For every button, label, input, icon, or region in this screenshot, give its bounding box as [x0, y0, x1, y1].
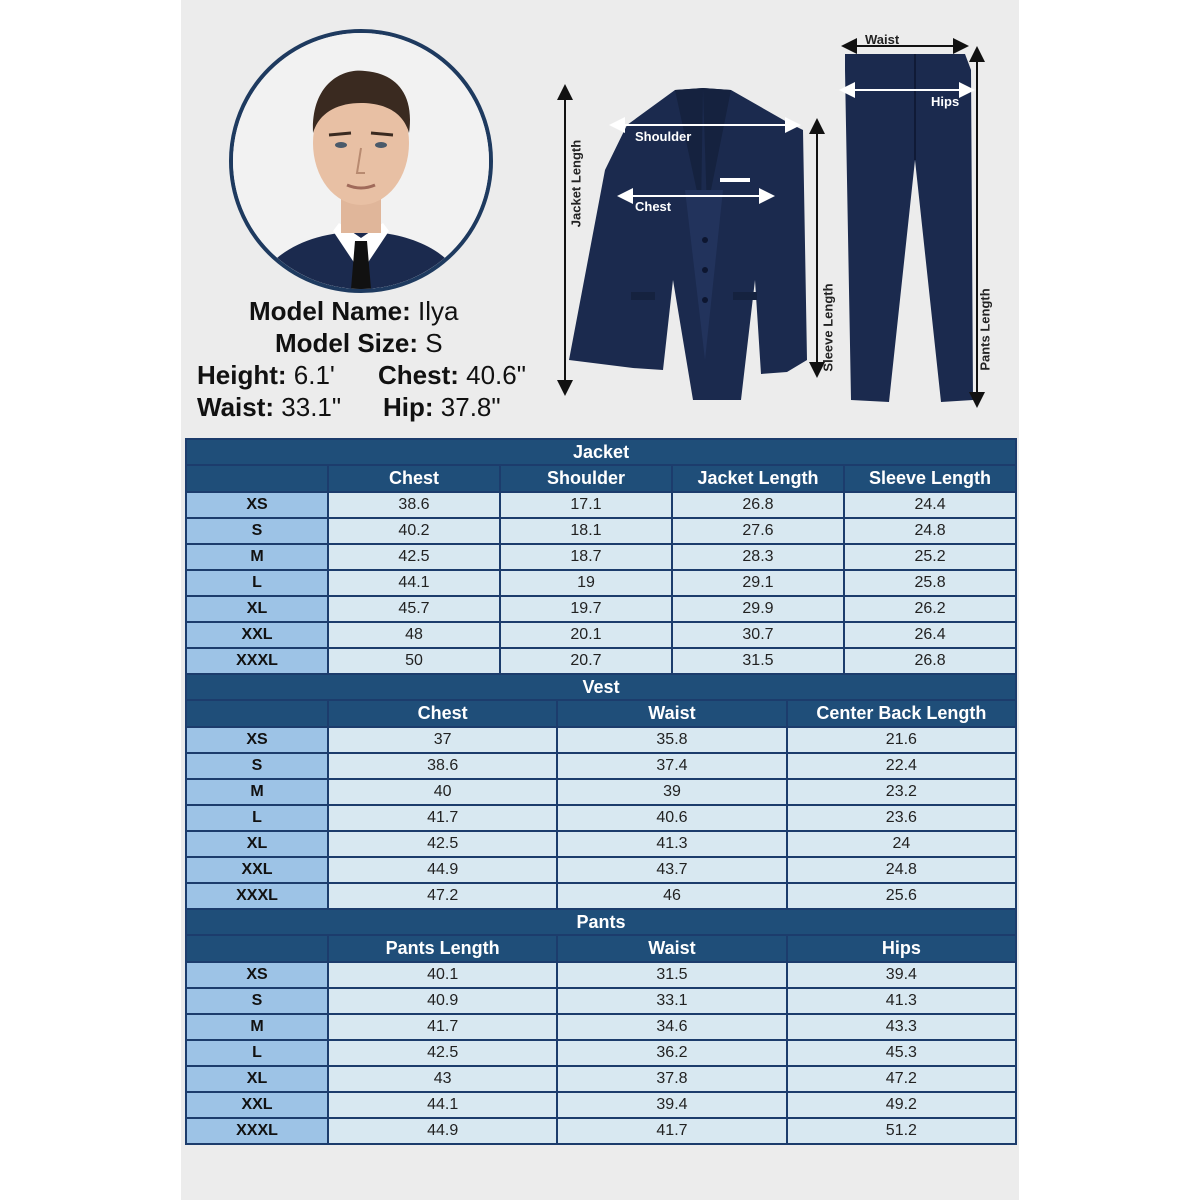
measurement-cell: 42.5	[328, 1040, 557, 1066]
size-cell: XXL	[186, 857, 328, 883]
measurement-cell: 30.7	[672, 622, 844, 648]
measurement-cell: 24.8	[787, 857, 1016, 883]
measurement-cell: 49.2	[787, 1092, 1016, 1118]
column-header: Chest	[328, 465, 500, 492]
column-header: Jacket Length	[672, 465, 844, 492]
measurement-cell: 17.1	[500, 492, 672, 518]
measurement-cell: 40	[328, 779, 557, 805]
table-column-header-row	[186, 935, 1016, 962]
column-header: Center Back Length	[787, 700, 1016, 727]
table-row	[186, 805, 1016, 831]
measurement-cell: 44.9	[328, 857, 557, 883]
measurement-cell: 25.6	[787, 883, 1016, 909]
size-cell: XS	[186, 727, 328, 753]
table-row	[186, 727, 1016, 753]
model-waist-line	[197, 392, 341, 423]
measurement-cell: 24.4	[844, 492, 1016, 518]
measurement-cell: 40.9	[328, 988, 557, 1014]
table-row	[186, 544, 1016, 570]
measurement-cell: 41.3	[787, 988, 1016, 1014]
size-cell: L	[186, 570, 328, 596]
size-cell: L	[186, 1040, 328, 1066]
table-row	[186, 831, 1016, 857]
size-cell: XL	[186, 831, 328, 857]
table-column-header-row	[186, 700, 1016, 727]
measurement-cell: 44.9	[328, 1118, 557, 1144]
model-hip-value: 37.8"	[440, 392, 501, 422]
column-header: Chest	[328, 700, 557, 727]
size-cell: S	[186, 988, 328, 1014]
model-info	[181, 296, 561, 426]
measurement-cell: 25.2	[844, 544, 1016, 570]
hips-diagram-label: Hips	[931, 94, 960, 109]
column-header: Sleeve Length	[844, 465, 1016, 492]
model-portrait	[229, 29, 493, 293]
model-waist-value: 33.1"	[281, 392, 342, 422]
measurement-cell: 44.1	[328, 570, 500, 596]
measurement-cell: 40.6	[557, 805, 786, 831]
table-row	[186, 1092, 1016, 1118]
measurement-cell: 50	[328, 648, 500, 674]
column-header: Pants Length	[328, 935, 557, 962]
size-column-header	[186, 465, 328, 492]
column-header: Waist	[557, 935, 786, 962]
column-header: Shoulder	[500, 465, 672, 492]
size-cell: M	[186, 544, 328, 570]
table-row	[186, 988, 1016, 1014]
measurement-cell: 45.3	[787, 1040, 1016, 1066]
measurement-cell: 43	[328, 1066, 557, 1092]
measurement-cell: 41.7	[328, 1014, 557, 1040]
size-cell: XL	[186, 1066, 328, 1092]
suit-illustration	[555, 30, 1005, 430]
pants-length-label: Pants Length	[977, 288, 993, 371]
model-height-line	[197, 360, 335, 391]
measurement-cell: 41.7	[328, 805, 557, 831]
size-cell: XS	[186, 962, 328, 988]
table-row	[186, 570, 1016, 596]
measurement-cell: 20.7	[500, 648, 672, 674]
model-height-value: 6.1'	[293, 360, 335, 390]
model-name-value: Ilya	[418, 296, 459, 326]
measurement-cell: 37	[328, 727, 557, 753]
measurement-cell: 26.4	[844, 622, 1016, 648]
column-header: Hips	[787, 935, 1016, 962]
size-column-header	[186, 935, 328, 962]
measurement-cell: 24.8	[844, 518, 1016, 544]
chest-diagram-label: Chest	[635, 199, 672, 214]
table-row	[186, 648, 1016, 674]
measurement-cell: 42.5	[328, 544, 500, 570]
size-cell: L	[186, 805, 328, 831]
table-row	[186, 962, 1016, 988]
measurement-cell: 23.6	[787, 805, 1016, 831]
model-chest-label: Chest:	[378, 360, 459, 390]
measurement-cell: 29.9	[672, 596, 844, 622]
table-row	[186, 883, 1016, 909]
jacket-length-label: Jacket Length	[568, 139, 584, 228]
measurement-cell: 42.5	[328, 831, 557, 857]
table-row	[186, 753, 1016, 779]
table-row	[186, 1118, 1016, 1144]
measurement-cell: 36.2	[557, 1040, 786, 1066]
table-section-header	[186, 674, 1016, 700]
model-hip-label: Hip:	[383, 392, 434, 422]
size-cell: XS	[186, 492, 328, 518]
measurement-cell: 43.3	[787, 1014, 1016, 1040]
measurement-cell: 39.4	[787, 962, 1016, 988]
measurement-cell: 34.6	[557, 1014, 786, 1040]
measurement-cell: 25.8	[844, 570, 1016, 596]
measurement-cell: 51.2	[787, 1118, 1016, 1144]
measurement-cell: 38.6	[328, 753, 557, 779]
table-row	[186, 857, 1016, 883]
model-height-label: Height:	[197, 360, 287, 390]
model-chest-value: 40.6"	[466, 360, 526, 390]
table-row	[186, 779, 1016, 805]
table-section-header	[186, 909, 1016, 935]
table-row	[186, 622, 1016, 648]
measurement-cell: 31.5	[557, 962, 786, 988]
measurement-cell: 26.8	[672, 492, 844, 518]
measurement-cell: 26.2	[844, 596, 1016, 622]
measurement-cell: 18.1	[500, 518, 672, 544]
model-size-line	[275, 328, 443, 359]
table-section-header	[186, 439, 1016, 465]
measurement-cell: 37.8	[557, 1066, 786, 1092]
measurement-cell: 41.3	[557, 831, 786, 857]
size-cell: M	[186, 1014, 328, 1040]
measurement-cell: 31.5	[672, 648, 844, 674]
measurement-cell: 47.2	[328, 883, 557, 909]
size-cell: XXXL	[186, 648, 328, 674]
measurement-cell: 45.7	[328, 596, 500, 622]
measurement-cell: 47.2	[787, 1066, 1016, 1092]
model-size-label: Model Size:	[275, 328, 419, 358]
measurement-cell: 43.7	[557, 857, 786, 883]
section-title: Pants	[186, 909, 1016, 935]
column-header: Waist	[557, 700, 786, 727]
measurement-cell: 35.8	[557, 727, 786, 753]
size-cell: M	[186, 779, 328, 805]
measurement-cell: 46	[557, 883, 786, 909]
size-tables	[185, 438, 1015, 1145]
model-waist-label: Waist:	[197, 392, 275, 422]
waist-diagram-label: Waist	[865, 32, 900, 47]
table-row	[186, 596, 1016, 622]
measurement-cell: 37.4	[557, 753, 786, 779]
measurement-cell: 38.6	[328, 492, 500, 518]
table-row	[186, 1066, 1016, 1092]
model-name-label: Model Name:	[249, 296, 411, 326]
size-cell: S	[186, 518, 328, 544]
measurement-cell: 18.7	[500, 544, 672, 570]
model-size-value: S	[425, 328, 443, 358]
measurement-cell: 33.1	[557, 988, 786, 1014]
model-hip-line	[383, 392, 501, 423]
size-cell: XXXL	[186, 1118, 328, 1144]
table-row	[186, 1040, 1016, 1066]
measurement-cell: 29.1	[672, 570, 844, 596]
measurement-cell: 27.6	[672, 518, 844, 544]
measurement-cell: 44.1	[328, 1092, 557, 1118]
shoulder-label: Shoulder	[635, 129, 692, 144]
measurement-cell: 19.7	[500, 596, 672, 622]
measurement-cell: 48	[328, 622, 500, 648]
section-title: Vest	[186, 674, 1016, 700]
measurement-cell: 39.4	[557, 1092, 786, 1118]
model-photo-illustration	[233, 33, 489, 289]
measurement-cell: 40.2	[328, 518, 500, 544]
size-cell: XXL	[186, 622, 328, 648]
table-row	[186, 1014, 1016, 1040]
sleeve-length-label: Sleeve Length	[820, 283, 836, 372]
measurement-cell: 21.6	[787, 727, 1016, 753]
measurement-cell: 28.3	[672, 544, 844, 570]
measurement-cell: 22.4	[787, 753, 1016, 779]
size-cell: XL	[186, 596, 328, 622]
measurement-cell: 20.1	[500, 622, 672, 648]
measurement-cell: 40.1	[328, 962, 557, 988]
measurement-cell: 24	[787, 831, 1016, 857]
section-title: Jacket	[186, 439, 1016, 465]
measurement-cell: 41.7	[557, 1118, 786, 1144]
garment-diagram	[555, 30, 1005, 430]
measurement-cell: 39	[557, 779, 786, 805]
measurement-cell: 23.2	[787, 779, 1016, 805]
table-row	[186, 492, 1016, 518]
measurement-cell: 26.8	[844, 648, 1016, 674]
table-row	[186, 518, 1016, 544]
size-cell: S	[186, 753, 328, 779]
size-table	[185, 438, 1017, 1145]
model-chest-line	[378, 360, 526, 391]
size-cell: XXL	[186, 1092, 328, 1118]
model-name-line	[249, 296, 459, 327]
table-column-header-row	[186, 465, 1016, 492]
size-column-header	[186, 700, 328, 727]
measurement-cell: 19	[500, 570, 672, 596]
size-cell: XXXL	[186, 883, 328, 909]
